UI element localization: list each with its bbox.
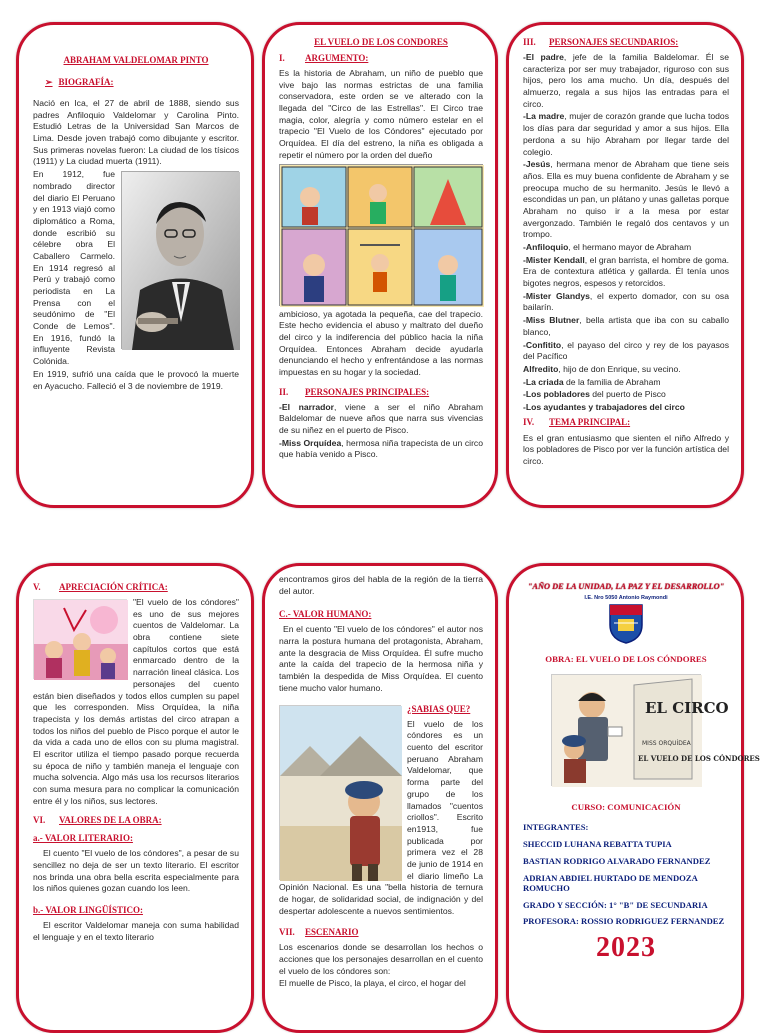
bio-paragraph-1: Nació en Ica, el 27 de abril de 1888, siendo sus padres Anfiloquio Valdelomar y Carolina Pinto. Estudió Letras de la Universidad San Marcos de Lima. Desde joven trabajó como dibujante y escritor. Sus primeras novelas fueron: La ciudad de los tísicos (1911) y La ciudad muerta (1911). (33, 98, 239, 167)
character-name: -El narrador (279, 401, 334, 412)
secondary-character-item (523, 111, 729, 158)
secondary-character-item (523, 389, 729, 401)
character-name: -Confitito (523, 339, 562, 350)
setting-paragraph: Los escenarios donde se desarrollan los hechos o acciones que los personajes desarrollan en el cuento el vuelo de los cóndores son: (279, 942, 483, 976)
circus-illustration (33, 599, 127, 679)
author-title: ABRAHAM VALDELOMAR PINTO (63, 55, 209, 65)
section-theme-heading (523, 417, 729, 427)
setting-text (279, 942, 483, 990)
character-name: -Jesús (523, 159, 551, 170)
secondary-character-item (523, 377, 729, 389)
section-argument-heading (279, 53, 483, 63)
character-description: , hermana menor de Abraham que tiene seis años. Ella es muy buena confidente de Abraham y se preocupa mucho de su hermanito. Jesús le llevó a escondidas un pan, un plátano y unas galletas porque Abraham no quiso ir a la mesa por estar avergonzado. También le regaló dos centavos y un trompo. (523, 159, 729, 240)
section-critique-heading (33, 582, 239, 592)
section-number: VII. (279, 927, 295, 938)
book-cover-drawing (552, 675, 760, 787)
section-number: III. (523, 37, 536, 47)
character-narrator (279, 402, 483, 437)
section-secondary-heading (523, 37, 729, 47)
character-description: , bella artista que iba con su caballo blanco, (523, 315, 730, 337)
character-description: , el gran barrista, el hombre de goma. Era de contextura atlética y gallarda. Él tenía unos bigotes negros, espesos y retorcidos. (523, 254, 729, 289)
comic-illustration (279, 164, 483, 306)
character-name: -El padre (523, 52, 564, 62)
biography-heading-label: BIOGRAFÍA: (58, 77, 114, 87)
did-you-know-text: El vuelo de los cóndores es un cuento del escritor peruano Abraham Valdelomar, que forma parte del grupo de los llamados "cuentos criollos". Escrito en1913, fue publicada por primera vez el 28 de junio de 1914 en el diario limeño La Opinión Nacional. Es una "bella historia de ternura de hogar, de solidaridad social, de indignación y del despertar adolescente a nuevos sentimientos. (279, 718, 483, 916)
year-motto: "AÑO DE LA UNIDAD, LA PAZ Y EL DESARROLLO" (527, 582, 725, 591)
grade-section: GRADO Y SECCIÓN: 1° "B" DE SECUNDARIA (523, 900, 708, 910)
character-orquidea (279, 438, 483, 461)
character-name: -Anfiloquio (523, 242, 569, 252)
cover-title-text: EL VUELO DE LOS CÓNDORES (638, 754, 760, 763)
character-name: -La madre (523, 111, 565, 122)
character-description: , hermosa niña trapecista de un circo que había venido a Pisco. (279, 437, 484, 460)
work-title: OBRA: EL VUELO DE LOS CÓNDORES (545, 654, 707, 664)
linguistic-value-heading: b.- VALOR LINGÜÍSTICO: (33, 905, 143, 916)
panel-argument (262, 22, 498, 508)
school-name: I.E. Nro 5050 Antonio Raymondi (584, 595, 668, 601)
panel-human-value (262, 563, 498, 1033)
boy-illustration (279, 705, 401, 880)
did-you-know-block (279, 703, 483, 918)
cover-sign-text: EL CIRCO (645, 699, 729, 717)
boy-drawing (280, 706, 402, 881)
section-number: I. (279, 53, 285, 63)
secondary-characters-list (523, 52, 729, 414)
member-name: SHECCID LUHANA REBATTA TUPIA (523, 839, 672, 849)
school-crest (523, 595, 729, 650)
character-description: , hijo de don Enrique, su vecino. (558, 363, 681, 374)
character-name: -Los ayudantes y trabajadores del circo (523, 401, 685, 412)
portrait-drawing (122, 172, 240, 350)
section-label: PERSONAJES PRINCIPALES: (305, 386, 430, 397)
literary-value-text: El cuento "El vuelo de los cóndores", a pesar de su sencillez no deja de ser un texto literario. El escritor nos brinda una obra bella escrita especialmente para los niños quienes gozan cuando los leen. (33, 848, 239, 894)
secondary-character-item (523, 402, 729, 414)
section-label: PERSONAJES SECUNDARIOS: (549, 37, 679, 47)
section-values-heading (33, 815, 239, 825)
section-label: ARGUMENTO: (305, 53, 369, 63)
section-label: ESCENARIO (305, 927, 359, 938)
section-number: VI. (33, 815, 46, 826)
secondary-character-item (523, 52, 729, 110)
members-label: INTEGRANTES: (523, 822, 589, 832)
school-year: 2023 (596, 932, 656, 963)
school-shield-icon (604, 601, 648, 645)
human-value-heading: C.- VALOR HUMANO: (279, 609, 372, 620)
secondary-character-item (523, 340, 729, 363)
literary-value-heading: a.- VALOR LITERARIO: (33, 833, 133, 844)
secondary-character-item (523, 364, 729, 376)
secondary-character-item (523, 315, 729, 338)
did-you-know-heading: ¿SABIAS QUE? (407, 703, 471, 714)
teacher-name: PROFESORA: ROSSIO RODRIGUEZ FERNANDEZ (523, 916, 725, 926)
member-name: ADRIAN ABDIEL HURTADO DE MENDOZA ROMUCHO (523, 873, 698, 893)
setting-paragraph-2: El muelle de Pisco, la playa, el circo, el hogar del (279, 978, 466, 989)
member-name: BASTIAN RODRIGO ALVARADO FERNANDEZ (523, 856, 711, 866)
section-label: APRECIACIÓN CRÍTICA: (59, 582, 168, 592)
biography-heading (45, 77, 239, 88)
section-number: II. (279, 386, 289, 397)
section-number: V. (33, 582, 41, 592)
character-description: , viene a ser el niño Abraham Baldelomar de nueve años que narra sus vivencias de su niñez en el puerto de Pisco. (279, 401, 483, 435)
book-cover-illustration (551, 674, 760, 786)
critique-paragraph: "El vuelo de los cóndores" es uno de sus mejores cuentos de Valdelomar. La obra contiene siete capítulos cortos que está enmarcado dentro de la narración lineal clásica. Los personajes del cuento están bien diseñados y todos ellos cumplen su papel que les corresponden. Miss Orquídea, la niña trapecista y los demás artistas del circo atrapan a todos los niños del pueblo de Pisco porque el autor le da vida a cada uno de ellos con su pluma magistral. El escritor utiliza el tiempo pasado porque recuerda su época de niño y también maneja el lenguaje con mucha solvencia. Algo más usa los recursos literarios con suma mesura para no complicar la comunicación entre él y los niños, sus lectores. (33, 597, 239, 806)
character-name: -La criada (523, 376, 564, 387)
bio-paragraph-2: En 1912, fue nombrado director del diario El Peruano y en 1913 viajó como diplomático a Roma, donde escribió su célebre obra El Caballero Carmelo. En 1914 regresó al Perú y trabajó como periodista en La Prensa con el seudónimo de "El Conde de Lemos". En 1916, fundó la influyente Revista Colónida. (33, 169, 115, 367)
section-label: TEMA PRINCIPAL: (549, 416, 631, 427)
theme-text: Es el gran entusiasmo que sienten el niño Alfredo y los pobladores de Pisco por ver la función artística del circo. (523, 432, 729, 466)
human-value-text: En el cuento "El vuelo de los cóndores" el autor nos narra la postura humana del protagonista, Abraham, ante la desgracia de Miss Orquídea. Él sufre mucho ante la caída del trapecio de la hermosa niña y también la despedida de Miss Orquídea. El cuento tiene mucho valor humano. (279, 624, 483, 693)
comic-drawing (280, 165, 484, 307)
argument-text (279, 68, 483, 379)
character-description: de la familia de Abraham (563, 376, 661, 387)
section-main-characters-heading (279, 387, 483, 397)
author-portrait (121, 171, 239, 349)
main-characters-text (279, 402, 483, 461)
character-description: del puerto de Pisco (589, 389, 666, 400)
character-name: -Miss Blutner (523, 315, 580, 326)
arrow-bullet-icon: ➢ (45, 77, 53, 87)
biography-text (33, 98, 239, 392)
panel-cover (506, 563, 760, 1033)
character-description: , mujer de corazón grande que lucha todos los días para dar seguridad y amor a sus hijos. Ella perdona a su hijo Abraham por llegar tarde del colegio. (523, 111, 729, 157)
section-label: VALORES DE LA OBRA: (59, 815, 162, 826)
course-label: CURSO: COMUNICACIÓN (571, 802, 681, 812)
character-description: , el hermano mayor de Abraham (568, 242, 692, 252)
argument-paragraph-2: ambicioso, ya agotada la pequeña, cae del trapecio. Este hecho evidencia el abuso y maltrato del dueño del circo y la indiferencia del público hacia la niña Orquídea. Entonces Abraham decide ayudarla denunciando el hecho y enfrentándose a las normas impuestas en su hogar y la sociedad. (279, 308, 483, 377)
section-setting-heading (279, 927, 483, 937)
secondary-character-item (523, 242, 729, 254)
character-description: , jefe de la familia Baldelomar. Él se caracteriza por ser muy trabajador, riguroso con sus hijos, pero los ama mucho. Un día, después del almuerzo, regala a sus hijos las entradas para el circo. (523, 52, 729, 109)
bio-paragraph-3: En 1919, sufrió una caída que le provocó la muerte en Ayacucho. Falleció el 3 de noviembre de 1919. (33, 368, 239, 391)
character-description: , el experto domador, con su osa bailarín. (523, 290, 729, 313)
character-name: -Los pobladores (523, 389, 590, 400)
linguistic-continuation: encontramos giros del habla de la región de la tierra del autor. (279, 574, 483, 596)
panel-biography (16, 22, 254, 508)
panel-secondary-characters (506, 22, 744, 508)
members-list (523, 839, 729, 893)
cover-subtitle-text: MISS ORQUÍDEA (642, 740, 691, 747)
critique-text (33, 597, 239, 807)
argument-paragraph-1: Es la historia de Abraham, un niño de pueblo que vive bajo las normas estrictas de una familia conservadora, este orden se ve alterado con la llegada del "Circo de las Estrellas". El Circo trae magia, color, alegría y como número estelar en el trapecio "El Vuelo de los Cóndores" ejecutado por Orquídea. El día del estreno, la niña es obligada a repetir el número por la orden del dueño (279, 68, 483, 160)
story-title: EL VUELO DE LOS CONDORES (314, 37, 448, 47)
character-description: , el payaso del circo y rey de los payasos del Pacífico (523, 339, 729, 362)
panel-critique (16, 563, 254, 1033)
secondary-character-item (523, 255, 729, 290)
character-name: -Mister Kendall (523, 254, 585, 265)
character-name: -Mister Glandys (523, 290, 590, 301)
secondary-character-item (523, 291, 729, 314)
circus-drawing (34, 600, 128, 680)
section-number: IV. (523, 416, 535, 427)
secondary-character-item (523, 159, 729, 241)
linguistic-value-text: El escritor Valdelomar maneja con suma habilidad el lenguaje y en el texto literario (33, 920, 239, 942)
character-name: Alfredito (523, 363, 559, 374)
character-name: -Miss Orquídea (279, 437, 342, 448)
